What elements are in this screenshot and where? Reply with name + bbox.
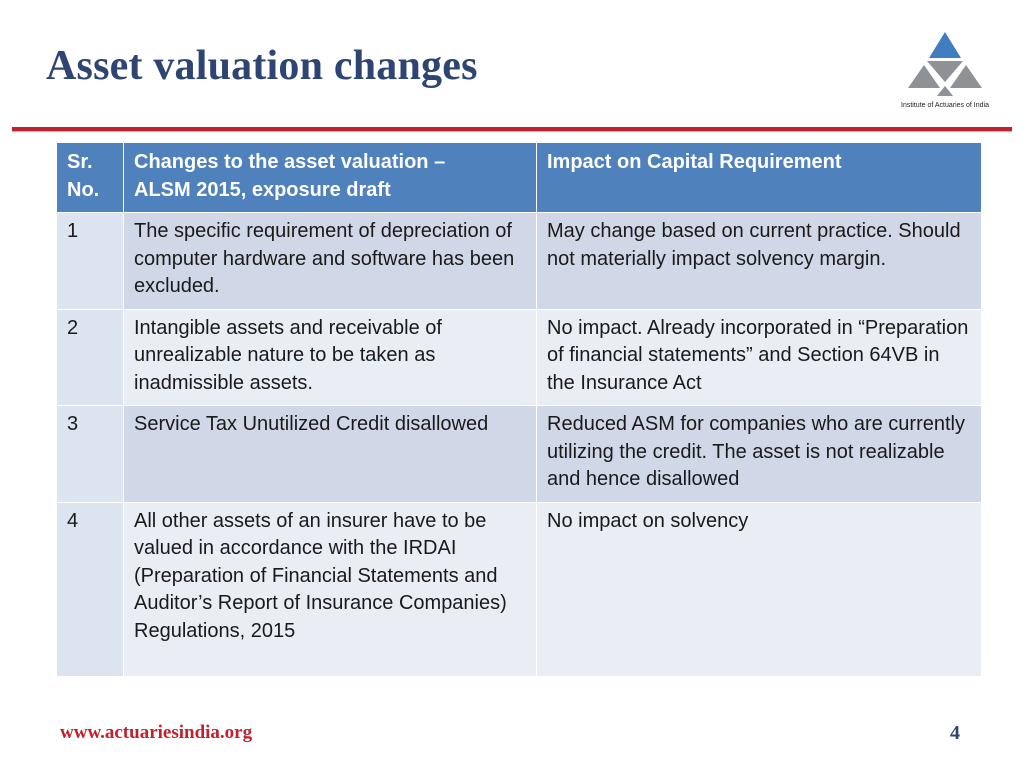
- row-sr-number: 2: [57, 309, 124, 406]
- table-row: [57, 502, 982, 676]
- header-changes-line2: ALSM 2015, exposure draft: [134, 178, 391, 201]
- header-sr-line1: Sr.: [67, 151, 93, 173]
- row-change-text: All other assets of an insurer have to be valued in accordance with the IRDAI (Preparation of Financial Statements and Auditor’s Report of Insurance Companies) Regulations, 2015: [124, 502, 537, 676]
- header-changes: [124, 143, 537, 213]
- row-sr-number: 3: [57, 406, 124, 503]
- header-impact: Impact on Capital Requirement: [537, 143, 982, 213]
- row-change-text: Intangible assets and receivable of unrealizable nature to be taken as inadmissible assets.: [124, 309, 537, 406]
- row-impact-text: No impact. Already incorporated in “Preparation of financial statements” and Section 64VB in the Insurance Act: [537, 309, 982, 406]
- row-sr-number: 4: [57, 502, 124, 676]
- page-number: 4: [950, 722, 960, 744]
- asset-valuation-table: [56, 142, 982, 677]
- row-sr-number: 1: [57, 213, 124, 310]
- logo-caption: Institute of Actuaries of India: [901, 102, 989, 109]
- footer-website-link[interactable]: www.actuariesindia.org: [60, 722, 253, 743]
- header-sr-no: [57, 143, 124, 213]
- header-sr-line2: No.: [67, 178, 100, 201]
- table-header-row: [57, 143, 982, 213]
- row-impact-text: No impact on solvency: [537, 502, 982, 676]
- row-impact-text: Reduced ASM for companies who are currently utilizing the credit. The asset is not realizable and hence disallowed: [537, 406, 982, 503]
- table-row: [57, 309, 982, 406]
- title-divider-shadow: [12, 131, 1012, 132]
- row-change-text: Service Tax Unutilized Credit disallowed: [124, 406, 537, 503]
- header-changes-line1: Changes to the asset valuation –: [134, 151, 446, 173]
- slide-title: Asset valuation changes: [46, 43, 478, 89]
- table-row: [57, 213, 982, 310]
- row-impact-text: May change based on current practice. Should not materially impact solvency margin.: [537, 213, 982, 310]
- table-row: [57, 406, 982, 503]
- row-change-text: The specific requirement of depreciation of computer hardware and software has been excluded.: [124, 213, 537, 310]
- iai-logo: [893, 30, 997, 114]
- triangle-logo-icon: [901, 30, 989, 100]
